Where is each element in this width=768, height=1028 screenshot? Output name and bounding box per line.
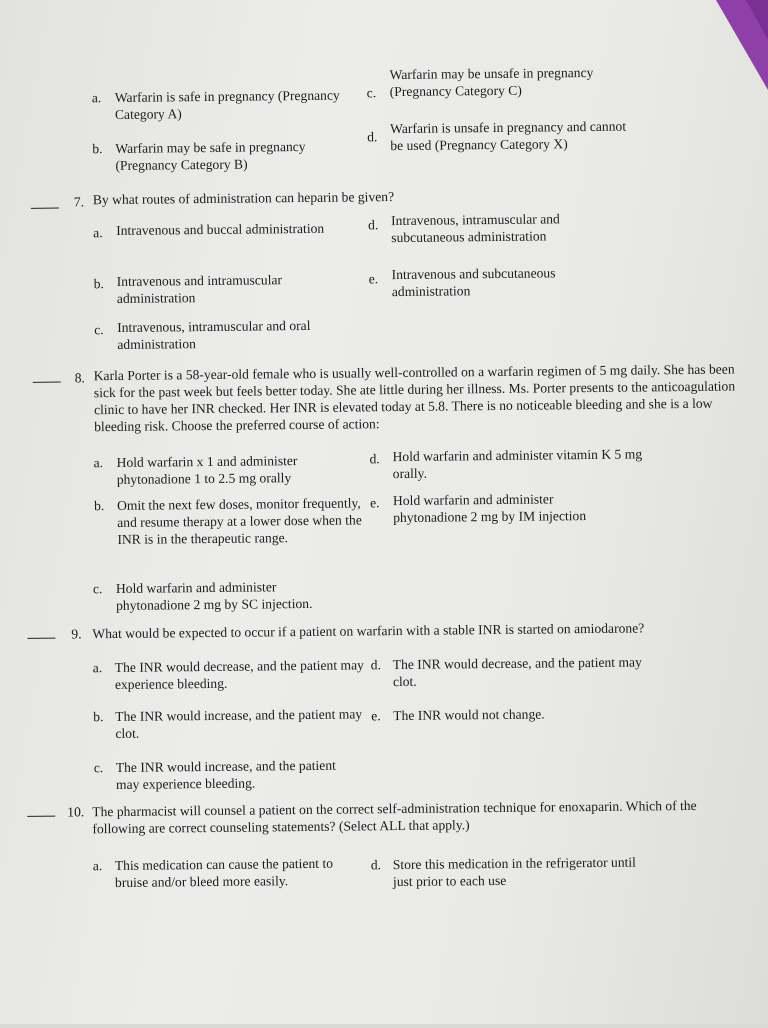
q7-option-a-text: Intravenous and buccal administration [116,220,325,238]
q9-stem: What would be expected to occur if a patient on warfarin with a stable INR is started on amiodarone? [92,620,645,642]
q7-option-d-text: Intravenous, intramuscular and subcutaneous administration [390,211,560,246]
q6-option-b-text: Warfarin may be safe in pregnancy (Pregnancy Category B) [115,138,306,173]
q9-number: 9. [71,626,82,642]
q9-option-c-text: The INR would increase, and the patient may experience bleeding. [115,757,336,792]
q10-option-d-letter: d. [370,857,382,873]
q8-number: 8. [74,370,85,386]
q8-stem: Karla Porter is a 58-year-old female who is usually well-controlled on a warfarin regimen of 5 mg daily. She has been sick for the past week but feels better today. She ate little during her illness. Ms. Porter presents to the anticoagulation clinic to have her INR checked. Her INR is elevated today at 5.8. There is no noticeable bleeding and she is a low bleeding risk. Choose the preferred course of action: [93,361,736,435]
q8-option-a-text: Hold warfarin x 1 and administer phytonadione 1 to 2.5 mg orally [116,453,298,487]
q10-option-a-text: This medication can cause the patient to bruise and/or bleed more easily. [114,855,334,891]
q7-option-e-text: Intravenous and subcutaneous administration [391,265,556,300]
q6-option-c-text: Warfarin may be unsafe in pregnancy (Pregnancy Category C) [389,64,594,100]
q8-option-c-letter: c. [92,581,103,597]
q9-option-b-letter: b. [93,709,104,725]
q6-option-b-letter: b. [92,141,103,157]
q6-option-a-letter: a. [91,90,102,106]
q6-option-c-letter: c. [366,85,377,101]
q7-option-b-text: Intravenous and intramuscular administration [116,272,283,306]
q8-option-b-letter: b. [93,498,105,514]
q10-option-a-letter: a. [92,858,103,874]
q7-number: 7. [73,194,85,210]
q8-option-d-letter: d. [369,451,380,467]
q9-option-b-text: The INR would increase, and the patient may clot. [115,706,363,741]
q9-option-e-text: The INR would not change. [393,706,545,724]
q9-option-a-text: The INR would decrease, and the patient may experience bleeding. [114,657,364,692]
q7-option-e-letter: e. [368,271,379,287]
q9-option-a-letter: a. [92,660,103,676]
q9-option-e-letter: e. [371,708,381,724]
q10-option-d-text: Store this medication in the refrigerator until just prior to each use [392,854,636,890]
q8-option-e-text: Hold warfarin and administer phytonadione 2 mg by IM injection [392,491,587,526]
q7-option-c-letter: c. [94,322,104,338]
q10-answer-blank[interactable] [27,816,55,817]
q8-option-b-text: Omit the next few doses, monitor frequently, and resume therapy at a lower dose when the INR is in the therapeutic range. [116,495,362,547]
q8-option-a-letter: a. [93,455,104,471]
q7-option-b-letter: b. [93,276,104,292]
q7-stem: By what routes of administration can heparin be given? [92,189,395,208]
q6-option-d-text: Warfarin is unsafe in pregnancy and cannot be used (Pregnancy Category X) [390,118,627,154]
q8-option-e-letter: e. [369,495,380,511]
q10-stem: The pharmacist will counsel a patient on the correct self-administration technique for enoxaparin. Which of the following are correct counseling statements? (Select ALL that apply.) [92,797,697,837]
q9-option-d-text: The INR would decrease, and the patient may clot. [392,654,642,690]
q6-option-a-text: Warfarin is safe in pregnancy (Pregnancy Category A) [114,87,340,122]
q9-answer-blank[interactable] [27,638,55,639]
q7-option-c-text: Intravenous, intramuscular and oral administration [117,317,311,352]
q8-option-d-text: Hold warfarin and administer vitamin K 5 mg orally. [392,446,643,482]
q9-option-d-letter: d. [370,657,382,673]
q10-number: 10. [67,804,85,820]
q7-answer-blank[interactable] [31,208,59,209]
q9-option-c-letter: c. [93,760,104,776]
q7-option-a-letter: a. [93,225,103,241]
q6-option-d-letter: d. [367,129,378,145]
q7-option-d-letter: d. [368,217,379,233]
q8-option-c-text: Hold warfarin and administer phytonadione 2 mg by SC injection. [115,579,313,613]
q8-answer-blank[interactable] [33,382,61,383]
